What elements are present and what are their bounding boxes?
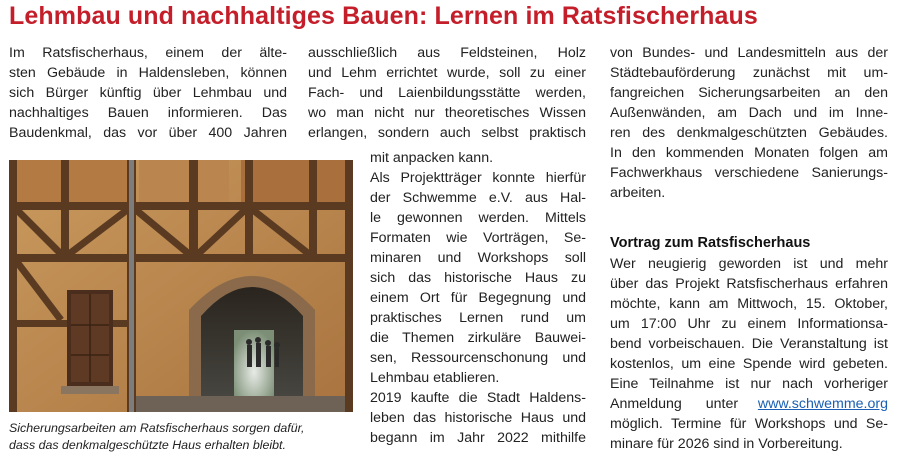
col2-line: einem Ort für Begegnung und bbox=[370, 290, 586, 306]
col2-line: Formaten wie Vorträgen, Se- bbox=[370, 230, 586, 246]
article-headline: Lehmbau und nachhaltiges Bauen: Lernen im Ratsfischerhaus bbox=[9, 2, 758, 30]
col3-line: möchte, kann am Mittwoch, 15. Oktober, bbox=[610, 296, 888, 312]
col3-line: Außenwänden, am Dach und im Inne- bbox=[610, 105, 888, 121]
col2-line: mit anpacken kann. bbox=[370, 150, 494, 166]
col3-line: möglich. Termine für Workshops und Se- bbox=[610, 416, 888, 432]
photo-caption-line: Sicherungsarbeiten am Ratsfischerhaus sorgen dafür, bbox=[9, 421, 305, 435]
col3-line: Städtebauförderung zunächst mit um- bbox=[610, 65, 888, 81]
col1-line: sich Bürger künftig über Lehmbau und bbox=[9, 85, 287, 101]
col2-line: praktisches Lernen rund um bbox=[370, 310, 586, 326]
col1-line: Im Ratsfischerhaus, einem der älte- bbox=[9, 45, 287, 61]
col2-line: Lehmbau etablieren. bbox=[370, 370, 500, 386]
col3-line: über das Projekt Ratsfischerhaus erfahren bbox=[610, 276, 888, 292]
col3-line: Eine Teilnahme ist nur nach vorheriger bbox=[610, 376, 888, 392]
col1-line: Baudenkmal, das vor über 400 Jahren bbox=[9, 125, 287, 141]
col2-line: 2019 kaufte die Stadt Haldens- bbox=[370, 390, 586, 406]
col2-line: die Themen zirkuläre Bauwei- bbox=[370, 330, 586, 346]
col3-line: In den kommenden Monaten folgen am bbox=[610, 145, 888, 161]
col2-line: sen, Ressourcenschonung und bbox=[370, 350, 586, 366]
col3-line: von Bundes- und Landesmitteln aus der bbox=[610, 45, 888, 61]
col3-line: arbeiten. bbox=[610, 185, 666, 201]
col2-line: le gewonnen werden. Mittels bbox=[370, 210, 586, 226]
col2-line: Als Projektträger konnte hierfür bbox=[370, 170, 586, 186]
col1-line: sten Gebäude in Haldensleben, können bbox=[9, 65, 287, 81]
col2-line: minaren und Workshops soll bbox=[370, 250, 586, 266]
col2-line: und Lehm errichtet wurde, soll zu einer bbox=[308, 65, 586, 81]
section-subheading: Vortrag zum Ratsfischerhaus bbox=[610, 235, 811, 251]
ratsfischerhaus-photo bbox=[9, 160, 353, 412]
col2-line: ausschließlich aus Feldsteinen, Holz bbox=[308, 45, 586, 61]
col3-line: bend vorbeischauen. Die Veranstaltung ist bbox=[610, 336, 888, 352]
col2-line: leben das historische Haus und bbox=[370, 410, 586, 426]
col3-line: fangreichen Sicherungsarbeiten an den bbox=[610, 85, 888, 101]
col2-line: sich das historische Haus zu bbox=[370, 270, 586, 286]
schwemme-website-link[interactable]: www.schwemme.org bbox=[757, 396, 888, 412]
col3-line: minare für 2026 sind in Vorbereitung. bbox=[610, 436, 843, 452]
anmeldung-prefix: Anmeldung unter bbox=[610, 396, 739, 412]
col2-line: erlangen, sondern auch selbst praktisch bbox=[308, 125, 586, 141]
col3-line: Fachwerkhaus verschiedene Sanierungs- bbox=[610, 165, 888, 181]
col2-line: begann im Jahr 2022 mithilfe bbox=[370, 430, 586, 446]
col2-line: der Schwemme e.V. aus Hal- bbox=[370, 190, 586, 206]
col2-line: Fach- und Laienbildungsstätte werden, bbox=[308, 85, 586, 101]
col1-line: nachhaltiges Bauen informieren. Das bbox=[9, 105, 287, 121]
col3-line: kostenlos, um eine Spende wird gebeten. bbox=[610, 356, 888, 372]
col3-line: ren des denkmalgeschützten Gebäudes. bbox=[610, 125, 888, 141]
anmeldung-line bbox=[610, 394, 888, 414]
col3-line: um 17:00 Uhr zu einem Informationsa- bbox=[610, 316, 888, 332]
col3-line: Wer neugierig geworden ist und mehr bbox=[610, 256, 888, 272]
photo-caption-line: dass das denkmalgeschützte Haus erhalten bleibt. bbox=[9, 438, 286, 452]
col2-line: wo man nicht nur theoretisches Wissen bbox=[308, 105, 586, 121]
